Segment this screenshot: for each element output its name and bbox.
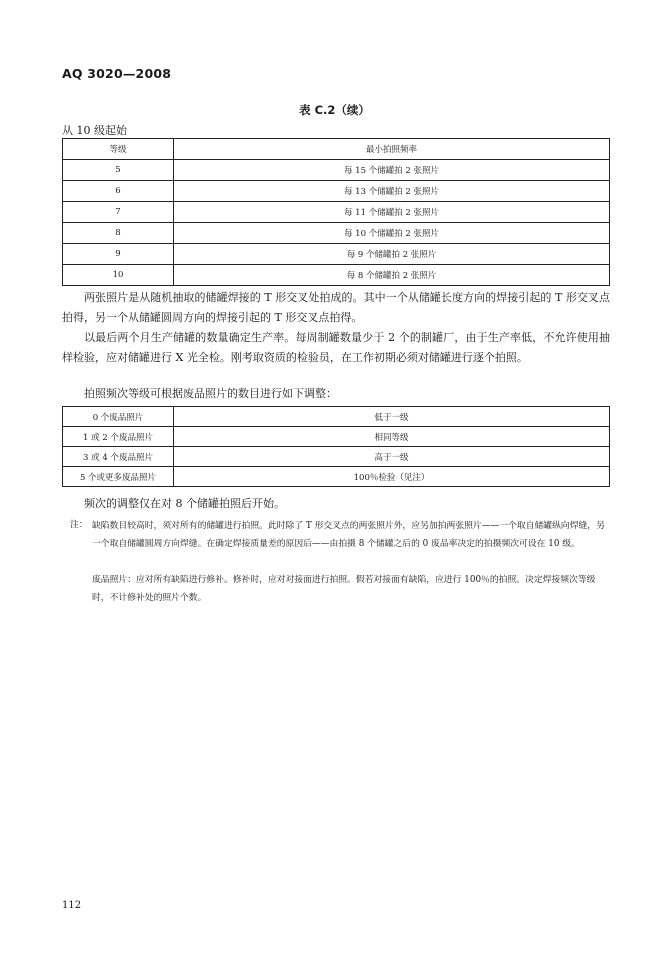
adjustment-cell: 低于一级: [174, 407, 610, 427]
frequency-cell: 每 9 个储罐拍 2 张照片: [174, 244, 610, 265]
reject-count-cell: 5 个或更多废品照片: [63, 467, 174, 487]
adjustment-cell: 高于一级: [174, 447, 610, 467]
grade-cell: 5: [63, 160, 174, 181]
frequency-cell: 每 8 个储罐拍 2 张照片: [174, 265, 610, 286]
reject-count-cell: 1 或 2 个废品照片: [63, 427, 174, 447]
start-level-note: 从 10 级起始: [62, 124, 127, 137]
table-row: [63, 181, 610, 202]
frequency-cell: 每 10 个储罐拍 2 张照片: [174, 223, 610, 244]
reject-count-cell: 3 或 4 个废品照片: [63, 447, 174, 467]
table-row: [63, 202, 610, 223]
reject-count-cell: 0 个废品照片: [63, 407, 174, 427]
table-row: [63, 467, 610, 487]
frequency-cell: 每 11 个储罐拍 2 张照片: [174, 202, 610, 223]
grade-cell: 9: [63, 244, 174, 265]
note-label: 注：: [70, 520, 88, 530]
grade-cell: 8: [63, 223, 174, 244]
note-text-2: 废品照片：应对所有缺陷进行修补。修补时，应对对接面进行拍照。假若对接面有缺陷，应进行 100％的拍照。决定焊接频次等级时，不计修补处的照片个数。: [92, 575, 596, 603]
table-row: [63, 407, 610, 427]
table-row: [63, 265, 610, 286]
table-row: [63, 447, 610, 467]
paragraph-photo-location: 两张照片是从随机抽取的储罐焊接的 T 形交叉处拍成的。其中一个从储罐长度方向的焊接引起的 T 形交叉点拍得，另一个从储罐圆周方向的焊接引起的 T 形交叉点拍得。: [62, 291, 610, 324]
frequency-cell: 每 13 个储罐拍 2 张照片: [174, 181, 610, 202]
frequency-table: [62, 138, 610, 286]
adjustment-table: [62, 406, 610, 487]
paragraph-adjustment-start: 频次的调整仅在对 8 个储罐拍照后开始。: [84, 497, 285, 510]
paragraph-adjustment-intro: 拍照频次等级可根据废品照片的数目进行如下调整：: [84, 387, 337, 400]
column-header-grade: 等级: [63, 139, 174, 160]
table-row: [63, 160, 610, 181]
paragraph-production-rate: 以最后两个月生产储罐的数量确定生产率。每周制罐数量少于 2 个的制罐厂，由于生产率低，不允许使用抽样检验，应对储罐进行 X 光全检。刚考取资质的检验员，在工作初期必须对储罐进行逐个拍照。: [62, 331, 610, 364]
grade-cell: 7: [63, 202, 174, 223]
table-title: 表 C.2（续）: [299, 103, 370, 117]
grade-cell: 6: [63, 181, 174, 202]
table-header-row: [63, 139, 610, 160]
adjustment-cell: 相同等级: [174, 427, 610, 447]
table-row: [63, 244, 610, 265]
table-row: [63, 427, 610, 447]
adjustment-cell: 100％检验（见注）: [174, 467, 610, 487]
table-row: [63, 223, 610, 244]
page-number: 112: [62, 900, 82, 911]
document-code: AQ 3020—2008: [62, 66, 172, 81]
frequency-cell: 每 15 个储罐拍 2 张照片: [174, 160, 610, 181]
note-text-1: 缺陷数目较高时，须对所有的储罐进行拍照。此时除了 T 形交叉点的两张照片外，应另加拍两张照片——一个取自储罐纵向焊缝，另一个取自储罐圆周方向焊缝。在确定焊接质量差的原因后——由拍摄 8 个储罐之后的 0 废品率决定的拍摄频次可设在 10 级。: [92, 521, 605, 549]
column-header-frequency: 最小拍照频率: [174, 139, 610, 160]
grade-cell: 10: [63, 265, 174, 286]
